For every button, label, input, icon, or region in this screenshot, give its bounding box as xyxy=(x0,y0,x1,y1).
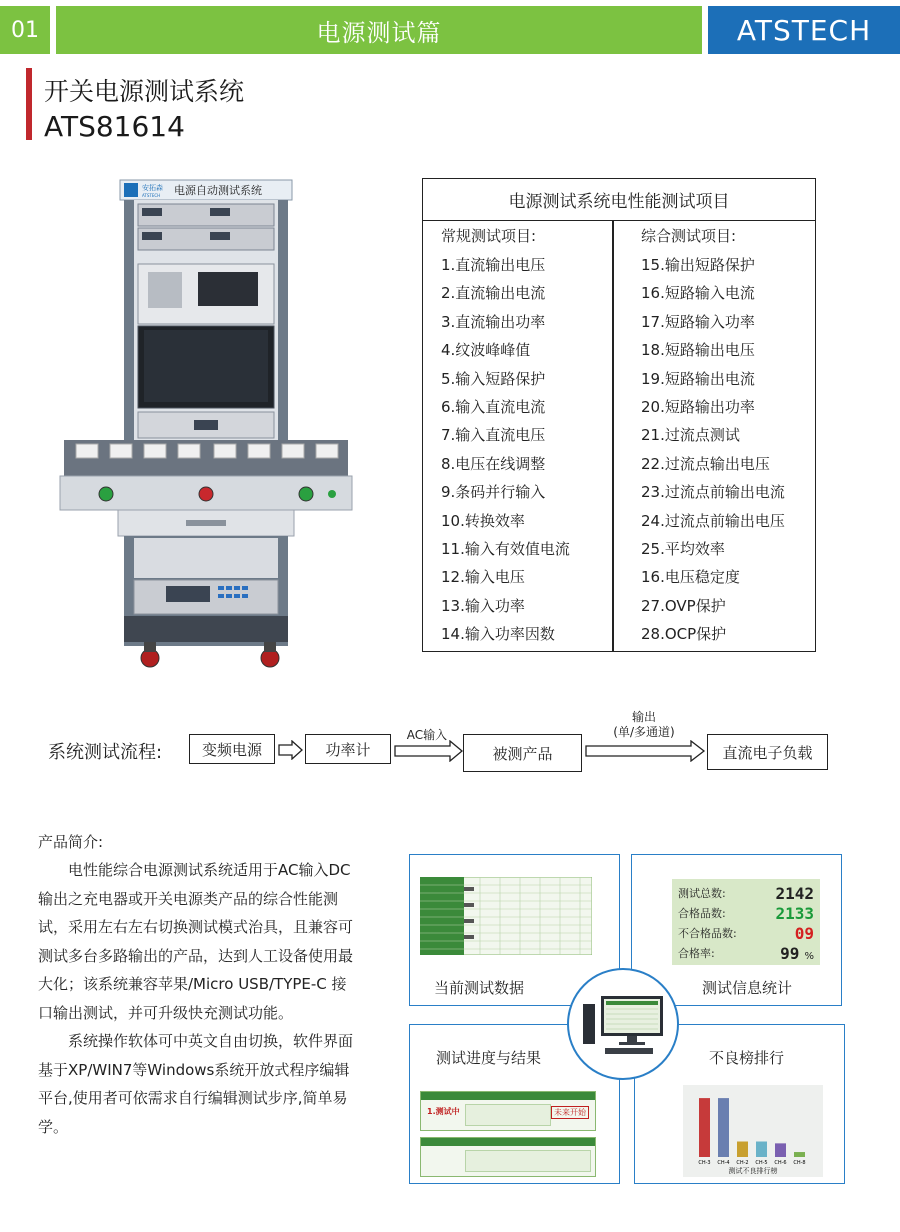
stat-value: 2142 xyxy=(775,883,814,903)
list-item: 5.输入短路保护 xyxy=(441,369,546,388)
progress-result: 未来开始 xyxy=(551,1106,589,1119)
defect-bar-label: CH-5 xyxy=(755,1160,768,1166)
panel-caption: 当前测试数据 xyxy=(434,979,525,997)
flow-step-power-meter: 功率计 xyxy=(305,734,391,764)
stat-label: 合格品数: xyxy=(678,907,726,920)
list-item: 18.短路输出电压 xyxy=(641,341,755,360)
flow-note-output-line2: (单/多通道) xyxy=(613,725,675,739)
list-item: 21.过流点测试 xyxy=(641,426,740,445)
list-item: 12.输入电压 xyxy=(441,568,525,587)
statistics-display xyxy=(672,879,820,965)
defect-bar-label: CH-2 xyxy=(736,1160,749,1166)
defect-bar xyxy=(756,1142,767,1158)
defect-bar xyxy=(775,1143,786,1157)
list-item: 22.过流点输出电压 xyxy=(641,454,770,473)
stat-value: 2133 xyxy=(775,903,814,923)
progress-grid xyxy=(465,1150,591,1172)
brand-logo: ATSTECH xyxy=(708,6,900,54)
defect-bar xyxy=(737,1142,748,1158)
stat-value-group xyxy=(780,944,814,963)
progress-grid xyxy=(465,1104,551,1126)
defect-bar-label: CH-4 xyxy=(717,1160,730,1166)
flow-step-dc-load: 直流电子负载 xyxy=(707,734,828,770)
stat-value: 09 xyxy=(794,923,814,943)
list-item: 11.输入有效值电流 xyxy=(441,539,570,558)
list-item: 15.输出短路保护 xyxy=(641,256,755,274)
test-system-machine-image xyxy=(56,176,356,676)
list-item: 16.短路输入电流 xyxy=(641,284,755,303)
list-item: 25.平均效率 xyxy=(641,539,725,558)
flow-step-freq-power: 变频电源 xyxy=(189,734,275,764)
flow-arrow-icon xyxy=(585,740,707,762)
flow-note-output-line1: 输出 xyxy=(631,710,656,724)
progress-thumbnail xyxy=(420,1091,596,1131)
machine-logo-sub: ATSTECH xyxy=(142,193,161,198)
stat-row xyxy=(678,943,814,963)
flow-arrow-icon xyxy=(278,740,304,760)
defect-bar-label: CH-6 xyxy=(774,1160,787,1166)
stat-label: 不合格品数: xyxy=(678,927,737,940)
list-item: 16.电压稳定度 xyxy=(641,568,740,587)
defect-bar-label: CH-8 xyxy=(793,1160,806,1166)
stat-label: 合格率: xyxy=(678,947,715,960)
defect-bar xyxy=(718,1098,729,1157)
stat-row xyxy=(678,883,814,903)
intro-title: 产品简介: xyxy=(38,833,104,851)
general-test-column xyxy=(441,221,570,648)
flow-arrow-icon xyxy=(394,740,464,762)
test-data-table-thumbnail xyxy=(420,877,592,955)
list-item: 23.过流点前输出电流 xyxy=(641,483,785,502)
list-item: 9.条码并行输入 xyxy=(441,483,546,502)
stat-value: 99 xyxy=(780,943,800,963)
list-item: 27.OVP保护 xyxy=(641,596,726,615)
progress-header-bar xyxy=(421,1092,595,1100)
defect-ranking-chart xyxy=(683,1085,823,1177)
list-item: 2.直流输出电流 xyxy=(441,284,546,303)
machine-title: 电源自动测试系统 xyxy=(174,184,262,197)
computer-icon xyxy=(583,990,667,1060)
list-item: 7.输入直流电压 xyxy=(441,426,546,445)
defect-bar xyxy=(699,1098,710,1157)
defect-bar-label: CH-3 xyxy=(698,1160,711,1166)
stat-row xyxy=(678,923,814,943)
computer-illustration xyxy=(567,968,679,1080)
title-accent-bar xyxy=(26,68,32,140)
list-item: 10.转换效率 xyxy=(441,511,525,530)
stat-label: 测试总数: xyxy=(678,887,726,900)
intro-paragraph: 系统操作软体可中英文自由切换，软件界面基于XP/WIN7等Windows系统开放式程序编辑平台,使用者可依需求自行编辑测试步序,简单易学。 xyxy=(38,1032,354,1136)
flow-step-dut: 被测产品 xyxy=(463,734,582,772)
list-item: 1.直流输出电压 xyxy=(441,256,546,274)
panel-caption: 测试信息统计 xyxy=(702,979,793,997)
list-item: 3.直流输出功率 xyxy=(441,312,546,331)
panel-caption: 测试进度与结果 xyxy=(436,1049,542,1067)
list-item: 20.短路输出功率 xyxy=(641,397,755,416)
list-item: 14.输入功率因数 xyxy=(441,625,555,644)
list-item: 13.输入功率 xyxy=(441,596,525,615)
section-title: 电源测试篇 xyxy=(56,6,702,54)
stat-row xyxy=(678,903,814,923)
table-title: 电源测试系统电性能测试项目 xyxy=(423,179,815,221)
stat-unit: % xyxy=(804,950,814,962)
list-item: 17.短路输入功率 xyxy=(641,312,755,331)
panel-caption: 不良榜排行 xyxy=(709,1049,785,1067)
product-model: ATS81614 xyxy=(44,110,185,143)
intro-paragraph: 电性能综合电源测试系统适用于AC输入DC输出之充电器或开关电源类产品的综合性能测试，采用左右左右切换测试模式治具，且兼容可测试多台多路输出的产品，达到人工设备使用最大化；该系统兼容苹果/Micro USB/TYPE-C 接口输出测试，并可升级快充测试功能。 xyxy=(38,861,354,1022)
list-item: 28.OCP保护 xyxy=(641,625,727,644)
list-item: 24.过流点前输出电压 xyxy=(641,511,785,530)
list-item: 4.纹波峰峰值 xyxy=(441,341,531,360)
panel-test-statistics xyxy=(631,854,842,1006)
flow-note-output xyxy=(594,710,694,740)
product-name: 开关电源测试系统 xyxy=(44,77,245,106)
flow-label: 系统测试流程: xyxy=(48,742,163,763)
defect-chart-title: 测试不良排行榜 xyxy=(728,1167,778,1175)
intro-body xyxy=(38,856,358,1141)
progress-thumbnail-2 xyxy=(420,1137,596,1177)
list-item: 19.短路输出电流 xyxy=(641,369,755,388)
page-number: 01 xyxy=(0,6,50,54)
table-column-divider xyxy=(612,221,614,651)
comprehensive-test-column xyxy=(641,221,785,648)
list-item: 8.电压在线调整 xyxy=(441,454,546,473)
defect-bar xyxy=(794,1152,805,1157)
general-test-header: 常规测试项目: xyxy=(441,227,537,245)
progress-status: 1.测试中 xyxy=(427,1107,460,1116)
progress-header-bar xyxy=(421,1138,595,1146)
machine-logo-text: 安拓森 xyxy=(142,184,163,192)
test-items-table xyxy=(422,178,816,652)
list-item: 6.输入直流电流 xyxy=(441,397,546,416)
comprehensive-test-header: 综合测试项目: xyxy=(641,227,737,245)
flow-note-ac-input: AC输入 xyxy=(406,728,448,742)
